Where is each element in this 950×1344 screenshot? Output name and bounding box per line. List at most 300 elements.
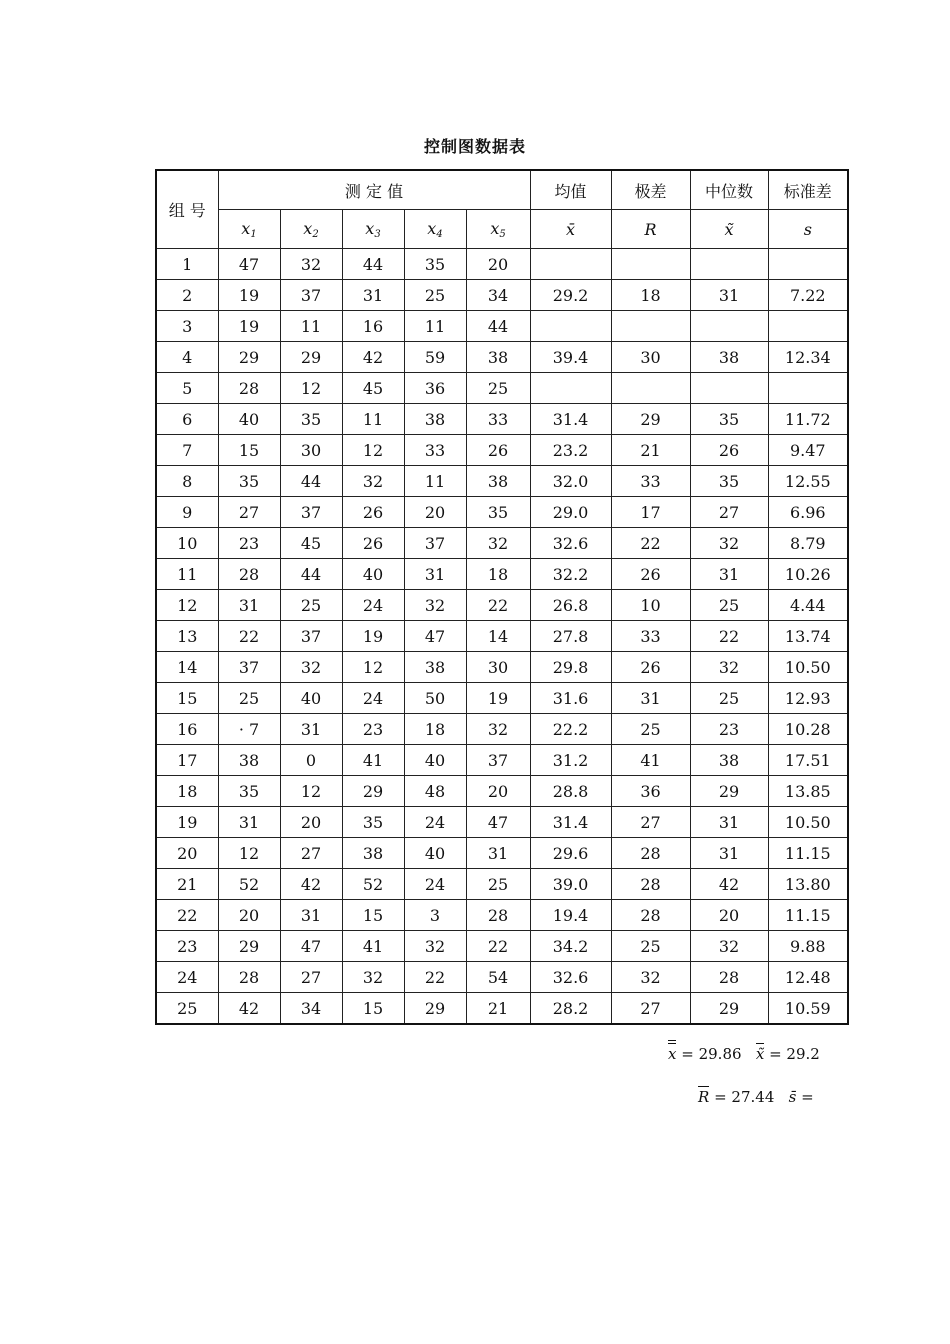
measured-x1: 28 <box>218 373 280 404</box>
measured-x1: 35 <box>218 776 280 807</box>
median-cell: 31 <box>690 807 768 838</box>
table-row <box>156 776 848 807</box>
measured-x1: 38 <box>218 745 280 776</box>
measured-x5: 38 <box>466 342 530 373</box>
measured-x5: 20 <box>466 249 530 280</box>
measured-x3: 26 <box>342 497 404 528</box>
range-cell: 21 <box>611 435 690 466</box>
measured-x3: 24 <box>342 590 404 621</box>
median-cell: 25 <box>690 590 768 621</box>
measured-x4: 32 <box>404 931 466 962</box>
measured-x1: 35 <box>218 466 280 497</box>
measured-x1: · 7 <box>218 714 280 745</box>
stddev-cell: 13.85 <box>768 776 848 807</box>
measured-x4: 50 <box>404 683 466 714</box>
measured-x4: 40 <box>404 745 466 776</box>
summary-line-1 <box>668 1045 820 1063</box>
table-row <box>156 404 848 435</box>
stddev-cell: 13.74 <box>768 621 848 652</box>
measured-x4: 25 <box>404 280 466 311</box>
table-row <box>156 652 848 683</box>
median-cell: 31 <box>690 838 768 869</box>
mean-cell: 32.0 <box>530 466 611 497</box>
stddev-mean-symbol: s̄ <box>788 1088 797 1106</box>
median-cell: 27 <box>690 497 768 528</box>
median-cell <box>690 373 768 404</box>
measured-x4: 35 <box>404 249 466 280</box>
measured-x2: 44 <box>280 466 342 497</box>
range-cell <box>611 373 690 404</box>
table-row <box>156 807 848 838</box>
range-cell: 26 <box>611 559 690 590</box>
measured-x2: 20 <box>280 807 342 838</box>
header-median-symbol: x̃ <box>690 210 768 249</box>
table-title: 控制图数据表 <box>423 137 526 156</box>
summary-line-2 <box>698 1088 814 1106</box>
measured-x2: 35 <box>280 404 342 435</box>
table-row <box>156 466 848 497</box>
group-number: 15 <box>156 683 218 714</box>
mean-cell <box>530 311 611 342</box>
measured-x4: 22 <box>404 962 466 993</box>
measured-x2: 37 <box>280 497 342 528</box>
measured-x2: 37 <box>280 621 342 652</box>
measured-x1: 27 <box>218 497 280 528</box>
mean-cell: 26.8 <box>530 590 611 621</box>
mean-cell: 32.2 <box>530 559 611 590</box>
range-mean-symbol: R <box>698 1088 710 1106</box>
median-mean-symbol: x̃ <box>755 1045 765 1063</box>
range-cell: 30 <box>611 342 690 373</box>
measured-x2: 45 <box>280 528 342 559</box>
measured-x4: 3 <box>404 900 466 931</box>
measured-x3: 15 <box>342 993 404 1025</box>
measured-x2: 37 <box>280 280 342 311</box>
median-cell: 42 <box>690 869 768 900</box>
measured-x5: 32 <box>466 528 530 559</box>
mean-cell: 31.6 <box>530 683 611 714</box>
measured-x5: 37 <box>466 745 530 776</box>
stddev-cell: 11.15 <box>768 900 848 931</box>
measured-x4: 40 <box>404 838 466 869</box>
measured-x4: 37 <box>404 528 466 559</box>
group-number: 18 <box>156 776 218 807</box>
table-row <box>156 528 848 559</box>
mean-cell: 32.6 <box>530 962 611 993</box>
group-number: 11 <box>156 559 218 590</box>
stddev-cell: 12.55 <box>768 466 848 497</box>
table-row <box>156 373 848 404</box>
stddev-cell: 12.34 <box>768 342 848 373</box>
median-cell <box>690 249 768 280</box>
measured-x3: 24 <box>342 683 404 714</box>
measured-x5: 28 <box>466 900 530 931</box>
median-mean-value: = 29.2 <box>769 1045 820 1063</box>
table-row <box>156 311 848 342</box>
header-x4: $x_4$ <box>404 210 466 249</box>
group-number: 10 <box>156 528 218 559</box>
header-x2: $x_2$ <box>280 210 342 249</box>
range-cell: 27 <box>611 993 690 1025</box>
stddev-cell: 10.28 <box>768 714 848 745</box>
measured-x5: 21 <box>466 993 530 1025</box>
mean-cell: 32.6 <box>530 528 611 559</box>
group-number: 25 <box>156 993 218 1025</box>
measured-x2: 27 <box>280 838 342 869</box>
median-cell: 28 <box>690 962 768 993</box>
measured-x3: 44 <box>342 249 404 280</box>
measured-x4: 47 <box>404 621 466 652</box>
mean-cell <box>530 373 611 404</box>
stddev-cell <box>768 373 848 404</box>
mean-cell: 29.0 <box>530 497 611 528</box>
mean-cell: 22.2 <box>530 714 611 745</box>
range-cell: 31 <box>611 683 690 714</box>
measured-x2: 29 <box>280 342 342 373</box>
stddev-cell: 8.79 <box>768 528 848 559</box>
range-cell: 32 <box>611 962 690 993</box>
group-number: 12 <box>156 590 218 621</box>
measured-x2: 42 <box>280 869 342 900</box>
measured-x1: 22 <box>218 621 280 652</box>
header-group: 组 号 <box>156 170 218 249</box>
header-stddev: 标准差 <box>768 170 848 210</box>
table-row <box>156 931 848 962</box>
measured-x1: 42 <box>218 993 280 1025</box>
header-x5: $x_5$ <box>466 210 530 249</box>
measured-x1: 12 <box>218 838 280 869</box>
stddev-cell <box>768 311 848 342</box>
measured-x5: 25 <box>466 373 530 404</box>
mean-cell: 27.8 <box>530 621 611 652</box>
measured-x4: 24 <box>404 807 466 838</box>
measured-x5: 54 <box>466 962 530 993</box>
range-cell: 29 <box>611 404 690 435</box>
mean-cell: 34.2 <box>530 931 611 962</box>
mean-cell: 39.4 <box>530 342 611 373</box>
control-chart-table <box>155 169 849 1025</box>
measured-x5: 31 <box>466 838 530 869</box>
measured-x5: 38 <box>466 466 530 497</box>
measured-x4: 24 <box>404 869 466 900</box>
group-number: 8 <box>156 466 218 497</box>
stddev-cell: 9.47 <box>768 435 848 466</box>
stddev-cell: 17.51 <box>768 745 848 776</box>
range-cell: 28 <box>611 838 690 869</box>
measured-x1: 37 <box>218 652 280 683</box>
range-cell <box>611 249 690 280</box>
measured-x4: 20 <box>404 497 466 528</box>
group-number: 9 <box>156 497 218 528</box>
measured-x2: 31 <box>280 900 342 931</box>
measured-x4: 32 <box>404 590 466 621</box>
header-mean: 均值 <box>530 170 611 210</box>
table-row <box>156 559 848 590</box>
measured-x3: 12 <box>342 435 404 466</box>
table-row <box>156 714 848 745</box>
measured-x1: 19 <box>218 311 280 342</box>
median-cell: 29 <box>690 993 768 1025</box>
measured-x2: 32 <box>280 249 342 280</box>
measured-x2: 32 <box>280 652 342 683</box>
range-cell: 33 <box>611 466 690 497</box>
stddev-cell: 10.50 <box>768 807 848 838</box>
measured-x3: 42 <box>342 342 404 373</box>
measured-x4: 29 <box>404 993 466 1025</box>
measured-x3: 45 <box>342 373 404 404</box>
measured-x1: 28 <box>218 559 280 590</box>
mean-cell: 39.0 <box>530 869 611 900</box>
measured-x5: 20 <box>466 776 530 807</box>
measured-x5: 35 <box>466 497 530 528</box>
median-cell: 23 <box>690 714 768 745</box>
measured-x5: 22 <box>466 590 530 621</box>
measured-x3: 19 <box>342 621 404 652</box>
mean-cell: 31.2 <box>530 745 611 776</box>
group-number: 2 <box>156 280 218 311</box>
measured-x3: 31 <box>342 280 404 311</box>
table-row <box>156 683 848 714</box>
measured-x1: 31 <box>218 590 280 621</box>
mean-cell: 28.2 <box>530 993 611 1025</box>
stddev-cell: 10.59 <box>768 993 848 1025</box>
table-row <box>156 962 848 993</box>
table-row <box>156 993 848 1025</box>
median-cell: 26 <box>690 435 768 466</box>
mean-cell: 31.4 <box>530 404 611 435</box>
median-cell: 25 <box>690 683 768 714</box>
measured-x3: 26 <box>342 528 404 559</box>
measured-x3: 32 <box>342 466 404 497</box>
measured-x2: 47 <box>280 931 342 962</box>
group-number: 5 <box>156 373 218 404</box>
table-row <box>156 745 848 776</box>
range-cell: 28 <box>611 869 690 900</box>
median-cell: 22 <box>690 621 768 652</box>
measured-x1: 47 <box>218 249 280 280</box>
measured-x5: 18 <box>466 559 530 590</box>
header-measured: 测 定 值 <box>218 170 530 210</box>
stddev-cell: 12.93 <box>768 683 848 714</box>
measured-x3: 41 <box>342 931 404 962</box>
grand-mean-value: = 29.86 <box>681 1045 742 1063</box>
group-number: 23 <box>156 931 218 962</box>
measured-x5: 44 <box>466 311 530 342</box>
stddev-mean-value: = <box>801 1088 814 1106</box>
table-row <box>156 497 848 528</box>
mean-cell: 29.2 <box>530 280 611 311</box>
group-number: 4 <box>156 342 218 373</box>
range-mean-value: = 27.44 <box>714 1088 775 1106</box>
measured-x3: 35 <box>342 807 404 838</box>
measured-x2: 30 <box>280 435 342 466</box>
header-mean-symbol: x̄ <box>530 210 611 249</box>
mean-cell: 29.8 <box>530 652 611 683</box>
stddev-cell: 11.15 <box>768 838 848 869</box>
range-cell: 26 <box>611 652 690 683</box>
measured-x3: 12 <box>342 652 404 683</box>
group-number: 13 <box>156 621 218 652</box>
measured-x4: 38 <box>404 652 466 683</box>
measured-x2: 25 <box>280 590 342 621</box>
median-cell: 35 <box>690 466 768 497</box>
header-x3: $x_3$ <box>342 210 404 249</box>
measured-x3: 38 <box>342 838 404 869</box>
measured-x2: 11 <box>280 311 342 342</box>
range-cell <box>611 311 690 342</box>
stddev-cell: 4.44 <box>768 590 848 621</box>
range-cell: 25 <box>611 931 690 962</box>
header-x1: $x_1$ <box>218 210 280 249</box>
group-number: 7 <box>156 435 218 466</box>
measured-x3: 32 <box>342 962 404 993</box>
stddev-cell: 7.22 <box>768 280 848 311</box>
measured-x3: 52 <box>342 869 404 900</box>
measured-x2: 12 <box>280 373 342 404</box>
measured-x2: 12 <box>280 776 342 807</box>
table-row <box>156 838 848 869</box>
median-cell: 38 <box>690 342 768 373</box>
group-number: 22 <box>156 900 218 931</box>
stddev-cell: 10.50 <box>768 652 848 683</box>
header-median: 中位数 <box>690 170 768 210</box>
mean-cell: 31.4 <box>530 807 611 838</box>
group-number: 6 <box>156 404 218 435</box>
measured-x5: 47 <box>466 807 530 838</box>
stddev-cell: 10.26 <box>768 559 848 590</box>
table-row <box>156 621 848 652</box>
measured-x5: 19 <box>466 683 530 714</box>
measured-x4: 59 <box>404 342 466 373</box>
measured-x1: 19 <box>218 280 280 311</box>
median-cell <box>690 311 768 342</box>
measured-x5: 25 <box>466 869 530 900</box>
range-cell: 17 <box>611 497 690 528</box>
median-cell: 31 <box>690 280 768 311</box>
table-row <box>156 249 848 280</box>
mean-cell: 28.8 <box>530 776 611 807</box>
stddev-cell: 13.80 <box>768 869 848 900</box>
measured-x1: 52 <box>218 869 280 900</box>
measured-x5: 14 <box>466 621 530 652</box>
median-cell: 32 <box>690 652 768 683</box>
range-cell: 41 <box>611 745 690 776</box>
measured-x4: 31 <box>404 559 466 590</box>
stddev-cell: 11.72 <box>768 404 848 435</box>
header-stddev-symbol: s <box>768 210 848 249</box>
range-cell: 28 <box>611 900 690 931</box>
group-number: 1 <box>156 249 218 280</box>
table-row <box>156 869 848 900</box>
stddev-cell: 9.88 <box>768 931 848 962</box>
range-cell: 22 <box>611 528 690 559</box>
measured-x3: 29 <box>342 776 404 807</box>
measured-x4: 38 <box>404 404 466 435</box>
group-number: 21 <box>156 869 218 900</box>
table-row <box>156 900 848 931</box>
measured-x5: 32 <box>466 714 530 745</box>
grand-mean-symbol: x <box>668 1045 677 1063</box>
table-row <box>156 435 848 466</box>
measured-x5: 22 <box>466 931 530 962</box>
measured-x3: 41 <box>342 745 404 776</box>
group-number: 19 <box>156 807 218 838</box>
range-cell: 27 <box>611 807 690 838</box>
measured-x3: 16 <box>342 311 404 342</box>
group-number: 3 <box>156 311 218 342</box>
measured-x4: 48 <box>404 776 466 807</box>
measured-x4: 11 <box>404 466 466 497</box>
measured-x4: 33 <box>404 435 466 466</box>
median-cell: 31 <box>690 559 768 590</box>
measured-x2: 27 <box>280 962 342 993</box>
range-cell: 36 <box>611 776 690 807</box>
stddev-cell: 6.96 <box>768 497 848 528</box>
measured-x1: 23 <box>218 528 280 559</box>
measured-x3: 15 <box>342 900 404 931</box>
measured-x1: 15 <box>218 435 280 466</box>
group-number: 20 <box>156 838 218 869</box>
median-cell: 29 <box>690 776 768 807</box>
measured-x2: 44 <box>280 559 342 590</box>
measured-x1: 20 <box>218 900 280 931</box>
mean-cell: 29.6 <box>530 838 611 869</box>
range-cell: 25 <box>611 714 690 745</box>
measured-x2: 34 <box>280 993 342 1025</box>
group-number: 17 <box>156 745 218 776</box>
group-number: 24 <box>156 962 218 993</box>
range-cell: 18 <box>611 280 690 311</box>
median-cell: 35 <box>690 404 768 435</box>
measured-x4: 36 <box>404 373 466 404</box>
mean-cell: 19.4 <box>530 900 611 931</box>
measured-x5: 33 <box>466 404 530 435</box>
median-cell: 32 <box>690 931 768 962</box>
header-range-symbol: R <box>611 210 690 249</box>
measured-x1: 31 <box>218 807 280 838</box>
range-cell: 10 <box>611 590 690 621</box>
measured-x1: 29 <box>218 931 280 962</box>
median-cell: 38 <box>690 745 768 776</box>
table-row <box>156 342 848 373</box>
measured-x1: 40 <box>218 404 280 435</box>
stddev-cell: 12.48 <box>768 962 848 993</box>
measured-x1: 25 <box>218 683 280 714</box>
measured-x5: 30 <box>466 652 530 683</box>
measured-x3: 23 <box>342 714 404 745</box>
measured-x5: 26 <box>466 435 530 466</box>
group-number: 14 <box>156 652 218 683</box>
group-number: 16 <box>156 714 218 745</box>
header-range: 极差 <box>611 170 690 210</box>
measured-x1: 29 <box>218 342 280 373</box>
measured-x2: 31 <box>280 714 342 745</box>
measured-x2: 0 <box>280 745 342 776</box>
measured-x1: 28 <box>218 962 280 993</box>
measured-x5: 34 <box>466 280 530 311</box>
measured-x4: 11 <box>404 311 466 342</box>
table-row <box>156 280 848 311</box>
range-cell: 33 <box>611 621 690 652</box>
measured-x2: 40 <box>280 683 342 714</box>
stddev-cell <box>768 249 848 280</box>
mean-cell: 23.2 <box>530 435 611 466</box>
table-row <box>156 590 848 621</box>
table-body <box>156 249 848 1025</box>
measured-x3: 40 <box>342 559 404 590</box>
measured-x4: 18 <box>404 714 466 745</box>
measured-x3: 11 <box>342 404 404 435</box>
